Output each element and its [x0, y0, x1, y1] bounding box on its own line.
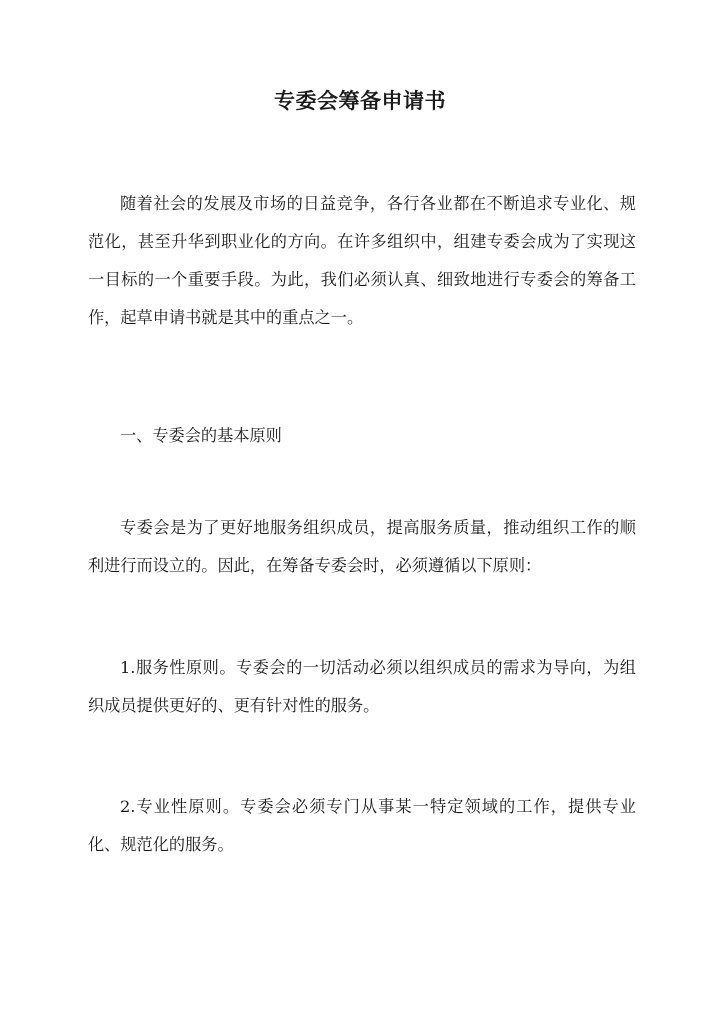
intro-paragraph: 随着社会的发展及市场的日益竞争，各行各业都在不断追求专业化、规范化，甚至升华到职业化的方向。在许多组织中，组建专委会成为了实现这一目标的一个重要手段。为此，我们必须认真、细致地进行专委会的筹备工作，起草申请书就是其中的重点之一。: [88, 194, 636, 327]
section-body-paragraph: 专委会是为了更好地服务组织成员，提高服务质量，推动组织工作的顺利进行而设立的。因此，在筹备专委会时，必须遵循以下原则：: [88, 518, 636, 575]
principle-professional-paragraph: 2.专业性原则。专委会必须专门从事某一特定领域的工作，提供专业化、规范化的服务。: [88, 797, 636, 854]
document-title: 专委会筹备申请书: [274, 88, 446, 113]
section-heading-basic-principles: 一、专委会的基本原则: [120, 426, 282, 445]
principle-service-paragraph: 1.服务性原则。专委会的一切活动必须以组织成员的需求为导向，为组织成员提供更好的、更有针对性的服务。: [88, 658, 636, 715]
